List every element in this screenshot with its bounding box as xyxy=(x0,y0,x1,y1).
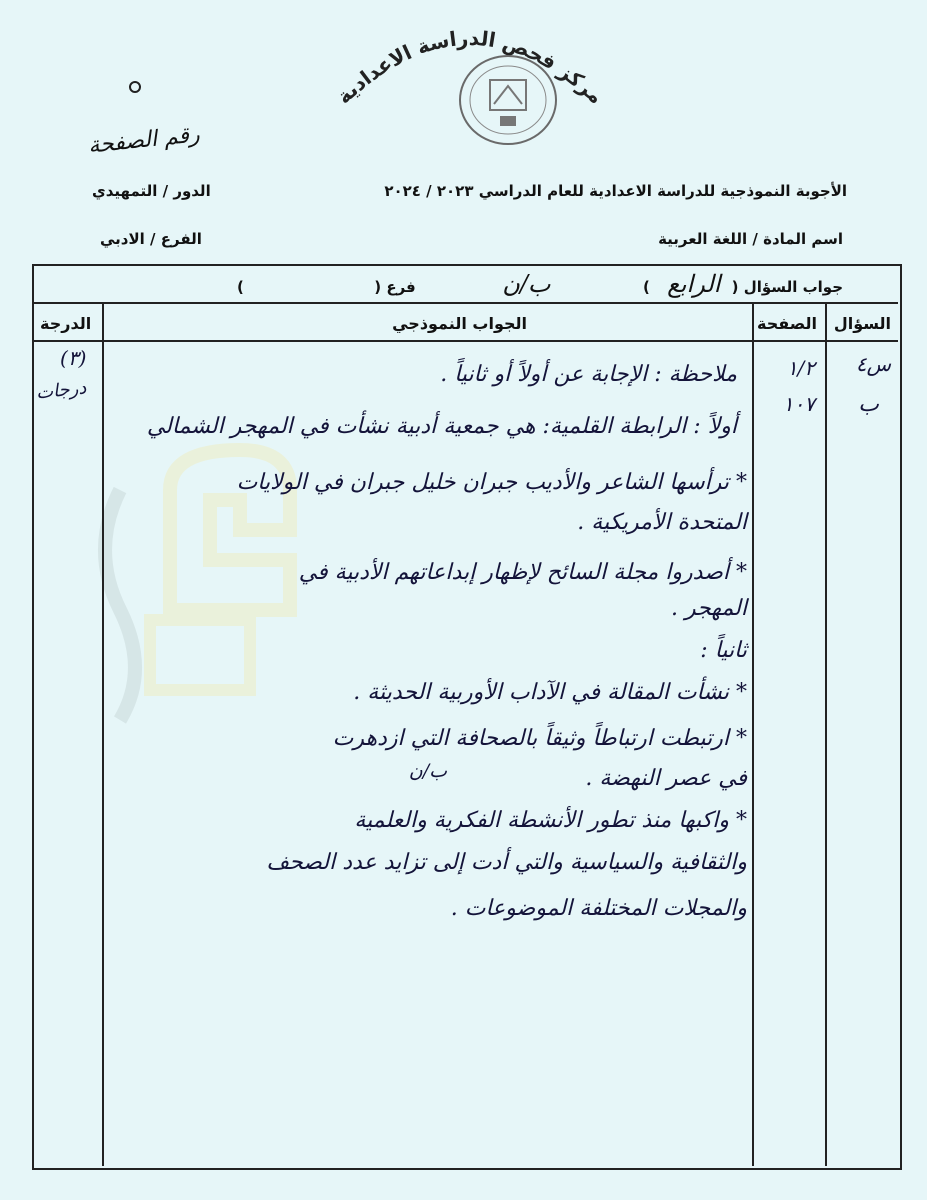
answer-line: * ارتبطت ارتباطاً وثيقاً بالصحافة التي ازدهرت xyxy=(332,726,747,751)
org-name: مركز فحص الدراسة الاعدادية xyxy=(331,25,609,109)
exam-round: الدور / التمهيدي xyxy=(92,182,211,200)
header-model-answer: الجواب النموذجي xyxy=(392,314,527,333)
page-cell-number: ١٠٧ xyxy=(782,392,815,416)
question-part-handwritten: ب/ن xyxy=(502,270,551,298)
grader-initials: ب/ن xyxy=(408,760,447,782)
subject-name: اسم المادة / اللغة العربية xyxy=(658,230,843,248)
grade-value: (٣) xyxy=(60,346,87,370)
grade-unit: درجات xyxy=(35,377,88,404)
ministry-seal-icon xyxy=(456,52,560,148)
answer-table-frame xyxy=(32,264,902,1170)
header-page: الصفحة xyxy=(756,314,817,333)
answer-line: * ترأسها الشاعر والأديب جبران خليل جبران في الولايات xyxy=(236,470,747,495)
header-question: السؤال xyxy=(833,314,891,333)
answer-line: ملاحظة : الإجابة عن أولاً أو ثانياً . xyxy=(440,362,737,387)
question-cell-number: س٤ xyxy=(855,352,891,376)
header-grade: الدرجة xyxy=(40,314,92,333)
answer-line: في عصر النهضة . xyxy=(585,766,747,791)
branch-label: فرع ( xyxy=(374,278,416,296)
answer-line: المهجر . xyxy=(670,596,747,621)
question-close-paren: ) xyxy=(643,278,650,296)
answer-line: والثقافية والسياسية والتي أدت إلى تزايد عدد الصحف xyxy=(266,850,747,875)
table-header-rule xyxy=(32,340,898,342)
question-number-handwritten: الرابع xyxy=(667,270,721,298)
answer-line: أولاً : الرابطة القلمية: هي جمعية أدبية نشأت في المهجر الشمالي xyxy=(146,414,737,439)
question-label: جواب السؤال ( xyxy=(731,278,843,296)
page-number-circle-icon xyxy=(126,78,144,96)
table-top-rule xyxy=(32,302,898,304)
col-divider-page xyxy=(752,302,754,1166)
answer-line: والمجلات المختلفة الموضوعات . xyxy=(450,896,747,921)
answer-line: * واكبها منذ تطور الأنشطة الفكرية والعلمية xyxy=(354,808,747,833)
answer-line: * نشأت المقالة في الآداب الأوربية الحديثة . xyxy=(353,680,747,705)
page-cell-ref: ١/٢ xyxy=(786,356,815,380)
branch-name: الفرع / الادبي xyxy=(100,230,202,248)
question-cell-part: ب xyxy=(858,392,879,417)
col-divider-grade xyxy=(102,302,104,1166)
answer-line: * أصدروا مجلة السائح لإظهار إبداعاتهم الأدبية في xyxy=(298,560,747,585)
branch-close-paren: ) xyxy=(236,278,244,296)
answer-line: ثانياً : xyxy=(700,638,747,663)
page-number-label: رقم الصفحة xyxy=(86,122,201,159)
col-divider-question xyxy=(825,302,827,1166)
question-line xyxy=(237,270,843,298)
document-title: الأجوبة النموذجية للدراسة الاعدادية للعام الدراسي ٢٠٢٣ / ٢٠٢٤ xyxy=(384,182,847,200)
answer-line: المتحدة الأمريكية . xyxy=(577,510,747,535)
